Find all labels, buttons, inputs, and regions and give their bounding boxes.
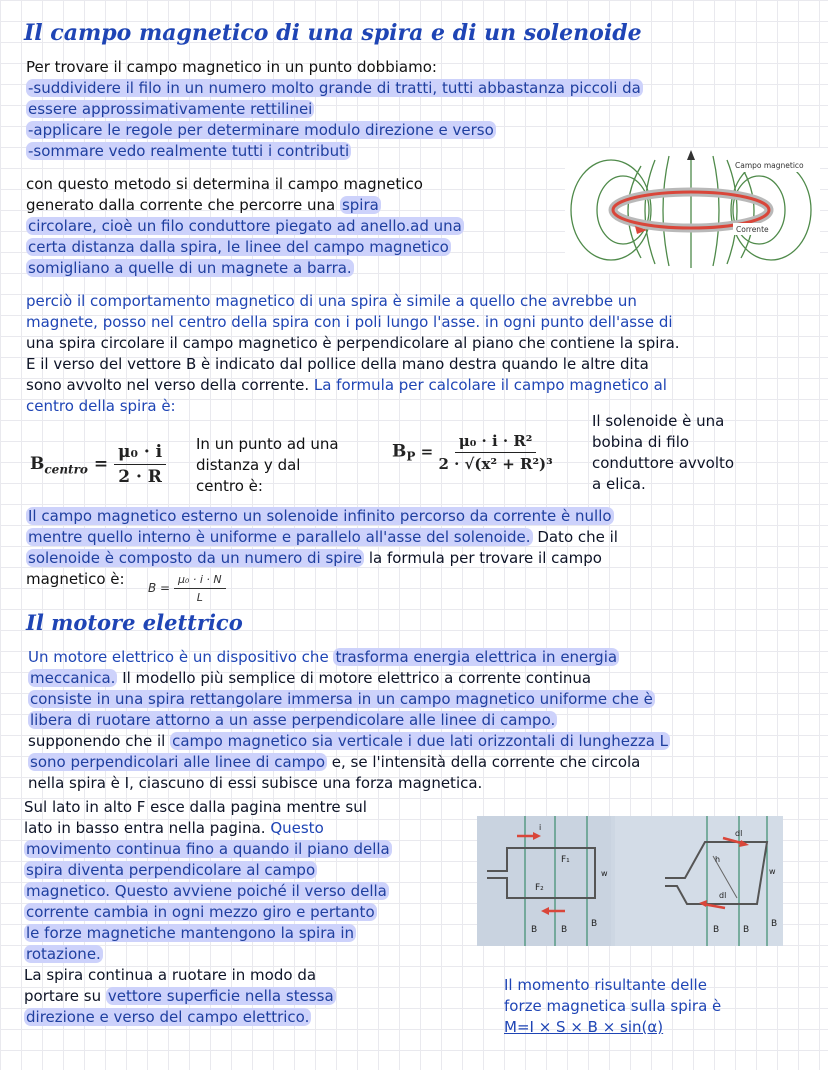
method-line: generato dalla corrente che percorre una — [26, 196, 340, 214]
method-line-hl: certa distanza dalla spira, le linee del campo magnetico — [28, 238, 449, 256]
formula-denominator: 2 · R — [118, 467, 162, 487]
motore-block — [28, 647, 670, 794]
solenoid-note — [592, 411, 734, 495]
method-line-hl: spira — [341, 196, 379, 214]
label-f2: F₂ — [535, 883, 544, 893]
momento-block — [504, 975, 721, 1038]
formula-numerator: μ₀ · i — [114, 442, 166, 465]
field-arrow-icon — [687, 150, 695, 160]
solenoid-note-line: bobina di filo — [592, 433, 690, 451]
formula-fraction — [174, 573, 226, 604]
rotation-line-hl: magnetico. Questo avviene poiché il verso della — [26, 882, 387, 900]
rotation-line: La spira continua a ruotare in modo da — [24, 966, 317, 984]
label-w: w — [769, 867, 776, 876]
method-line-hl: somigliano a quelle di un magnete a barra. — [28, 259, 352, 277]
formula-solenoid — [148, 573, 226, 604]
distance-line: In un punto ad una — [196, 435, 339, 453]
formula-lhs: B = — [148, 581, 171, 595]
rotation-line: portare su — [24, 987, 106, 1005]
momento-formula: M=I × S × B × sin(α) — [504, 1018, 664, 1036]
momento-line: forze magnetica sulla spira è — [504, 997, 722, 1015]
intro-block — [26, 57, 643, 162]
label-b: B — [743, 925, 750, 935]
label-b: B — [713, 925, 720, 935]
motore-line: supponendo che il — [28, 732, 171, 750]
solenoid-note-line: Il solenoide è una — [592, 412, 725, 430]
label-dl: dl — [719, 891, 727, 900]
label-campo-magnetico: Campo magnetico — [735, 161, 804, 170]
motore-line-hl: consiste in una spira rettangolare immersa in un campo magnetico uniforme che è — [30, 690, 653, 708]
solenoid-line-hl: solenoide è composto da un numero di spire — [28, 549, 363, 567]
formula-lhs: B — [30, 454, 45, 474]
rotation-line-hl: movimento continua fino a quando il piano della — [26, 840, 390, 858]
method-block — [26, 174, 464, 279]
formula-fraction — [114, 442, 166, 487]
formula-lhs: B — [392, 441, 407, 462]
behaviour-line: una spira circolare il campo magnetico è perpendicolare al piano che contiene la spira. — [26, 334, 680, 352]
motore-line-hl: trasforma energia elettrica in energia — [335, 648, 618, 666]
method-line-hl: circolare, cioè un filo conduttore piegato ad anello.ad una — [28, 217, 462, 235]
formula-fraction — [438, 432, 552, 473]
label-b: B — [531, 925, 538, 935]
motore-line-hl: sono perpendicolari alle linee di campo — [30, 753, 325, 771]
formula-numerator: μ₀ · i · R² — [455, 432, 537, 453]
rotation-line: Questo — [270, 819, 324, 837]
label-f1: F₁ — [561, 855, 570, 865]
formula-b-p: $B_P$ = $\frac{\text{μ₀ · i · R²}}{\text{2 · √(x² + R²)³}}$ — [392, 432, 553, 473]
rotation-line-hl: rotazione. — [26, 945, 101, 963]
rotation-line-hl: le forze magnetiche mantengono la spira in — [26, 924, 355, 942]
formula-denominator: 2 · √(x² + R²)³ — [438, 455, 553, 473]
bullet-subdivide: -suddividere il filo in un numero molto grande di tratti, tutti abbastanza piccoli da — [28, 79, 641, 97]
rotation-line-hl: direzione e verso del campo elettrico. — [26, 1008, 310, 1026]
behaviour-line: perciò il comportamento magnetico di una spira è simile a quello che avrebbe un — [26, 292, 637, 310]
loop-field-svg — [565, 148, 820, 273]
momento-line: Il momento risultante delle — [504, 976, 707, 994]
label-w: w — [601, 869, 608, 878]
rotation-line-hl: vettore superficie nella stessa — [107, 987, 334, 1005]
motore-line-hl: meccanica. — [30, 669, 116, 687]
bullet-apply-rules: -applicare le regole per determinare modulo direzione e verso — [28, 121, 494, 139]
motor-figure — [477, 816, 783, 946]
solenoid-block — [26, 506, 618, 590]
behaviour-line: sono avvolto nel verso della corrente. — [26, 376, 314, 394]
bullet-subdivide-cont: essere approssimativamente rettilinei — [28, 100, 313, 118]
loop-field-figure — [565, 148, 820, 273]
rotation-line-hl: spira diventa perpendicolare al campo — [26, 861, 316, 879]
solenoid-line-hl: Il campo magnetico esterno un solenoide infinito percorso da corrente è nullo — [28, 507, 612, 525]
solenoid-line: la formula per trovare il campo — [364, 549, 602, 567]
label-i: i — [539, 823, 542, 832]
motore-line-hl: campo magnetico sia verticale i due lati orizzontali di lunghezza L — [172, 732, 669, 750]
label-b: B — [591, 919, 598, 929]
behaviour-block — [26, 291, 680, 417]
distance-text — [196, 434, 339, 497]
motore-line: e, se l'intensità della corrente che circola — [327, 753, 641, 771]
distance-line: distanza y dal — [196, 456, 301, 474]
method-line: con questo metodo si determina il campo magnetico — [26, 175, 423, 193]
motore-line: Un motore elettrico è un dispositivo che — [28, 648, 334, 666]
label-b: B — [561, 925, 568, 935]
label-h: h — [715, 855, 721, 864]
intro-line: Per trovare il campo magnetico in un punto dobbiamo: — [26, 58, 437, 76]
label-corrente: Corrente — [736, 225, 769, 234]
section-title-motore: Il motore elettrico — [26, 610, 243, 635]
rotation-line-hl: corrente cambia in ogni mezzo giro e pertanto — [26, 903, 375, 921]
motore-line: nella spira è I, ciascuno di essi subisce una forza magnetica. — [28, 774, 483, 792]
behaviour-line: centro della spira è: — [26, 397, 176, 415]
motore-line: Il modello più semplice di motore elettrico a corrente continua — [117, 669, 592, 687]
rotation-line: lato in basso entra nella pagina. — [24, 819, 271, 837]
label-dl: dl — [735, 829, 743, 838]
motore-line-hl: libera di ruotare attorno a un asse perpendicolare alle linee di campo. — [30, 711, 556, 729]
behaviour-line: magnete, posso nel centro della spira con i poli lungo l'asse. in ogni punto dell'asse di — [26, 313, 673, 331]
motor-svg — [477, 816, 783, 946]
rotation-block — [24, 797, 392, 1028]
solenoid-line-hl: mentre quello interno è uniforme e parallelo all'asse del solenoide. — [28, 528, 531, 546]
rotation-line: Sul lato in alto F esce dalla pagina mentre sul — [24, 798, 367, 816]
formula-denominator: L — [196, 591, 203, 604]
solenoid-note-line: a elica. — [592, 475, 646, 493]
behaviour-line: E il verso del vettore B è indicato dal pollice della mano destra quando le altre dita — [26, 355, 649, 373]
formula-numerator: μ₀ · i · N — [174, 573, 226, 589]
formula-sub: centro — [44, 462, 88, 477]
solenoid-line: Dato che il — [532, 528, 618, 546]
formula-sub: P — [406, 449, 416, 464]
behaviour-line: La formula per calcolare il campo magnetico al — [313, 376, 667, 394]
page-title: Il campo magnetico di una spira e di un solenoide — [24, 20, 642, 46]
solenoid-line: magnetico è: — [26, 570, 125, 588]
distance-line: centro è: — [196, 477, 263, 495]
formula-b-centro: $B_{centro}$ = $\frac{\text{μ₀ · i}}{2 \cdot R}$ — [30, 442, 166, 487]
solenoid-note-line: conduttore avvolto — [592, 454, 735, 472]
label-b: B — [771, 919, 778, 929]
bullet-sum: -sommare vedo realmente tutti i contributi — [28, 142, 350, 160]
